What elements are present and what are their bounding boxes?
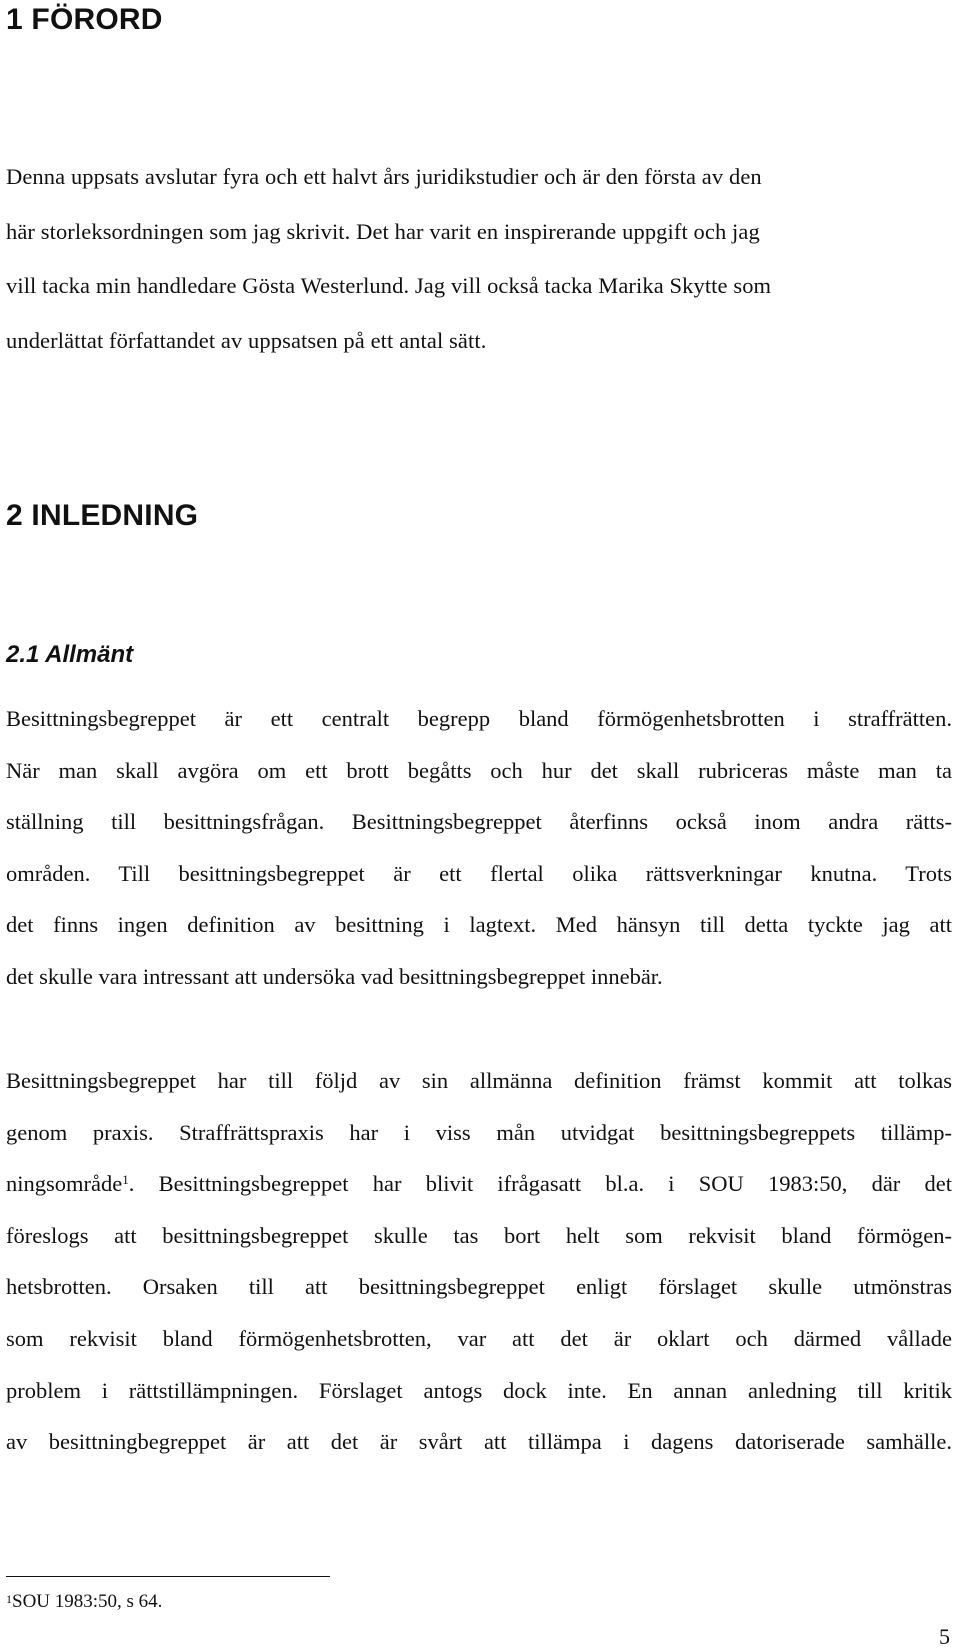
text-fragment: ningsområde xyxy=(6,1171,123,1197)
text-line: Besittningsbegreppet har till följd av sin allmänna definition främst kommit att tolkas xyxy=(6,1068,952,1093)
chapter-heading-inledning: 2 INLEDNING xyxy=(6,499,199,532)
text-line: ställning till besittningsfrågan. Besittningsbegreppet återfinns också inom andra rätts- xyxy=(6,809,952,835)
paragraph-allmant-1 xyxy=(6,693,952,1003)
text-line: Besittningsbegreppet är ett centralt begrepp bland förmögenhetsbrotten i straffrätten. xyxy=(6,706,952,731)
footnote-separator xyxy=(6,1576,330,1577)
text-line: som rekvisit bland förmögenhetsbrotten, var att det är oklart och därmed vållade xyxy=(6,1325,952,1351)
paragraph-allmant-2 xyxy=(6,1055,952,1468)
text-line: Denna uppsats avslutar fyra och ett halvt års juridikstudier och är den första av den xyxy=(6,164,762,189)
text-line: vill tacka min handledare Gösta Westerlund. Jag vill också tacka Marika Skytte som xyxy=(6,273,772,298)
chapter-heading-forord: 1 FÖRORD xyxy=(6,3,163,36)
footnote-reference[interactable]: 1 xyxy=(122,1172,129,1188)
text-line: det skulle vara intressant att undersöka vad besittningsbegreppet innebär. xyxy=(6,963,663,989)
text-line: föreslogs att besittningsbegreppet skulle tas bort helt som rekvisit bland förmögen- xyxy=(6,1222,952,1248)
text-line: av besittningbegreppet är att det är svårt att tillämpa i dagens datoriserade samhälle. xyxy=(6,1429,952,1455)
footnote xyxy=(6,1590,162,1614)
text-line: problem i rättstillämpningen. Förslaget antogs dock inte. En annan anledning till kritik xyxy=(6,1377,952,1403)
text-line: underlättat författandet av uppsatsen på ett antal sätt. xyxy=(6,327,487,353)
text-line-with-footnote-ref xyxy=(6,1158,952,1210)
text-line: När man skall avgöra om ett brott begåtts och hur det skall rubriceras måste man ta xyxy=(6,757,952,783)
text-line: områden. Till besittningsbegreppet är ett flertal olika rättsverkningar knutna. Trots xyxy=(6,860,952,886)
text-fragment: . Besittningsbegreppet har blivit ifrågasatt bl.a. i SOU 1983:50, där det xyxy=(128,1171,952,1197)
text-line: här storleksordningen som jag skrivit. Det har varit en inspirerande uppgift och jag xyxy=(6,218,760,244)
text-line: hetsbrotten. Orsaken till att besittningsbegreppet enligt förslaget skulle utmönstras xyxy=(6,1274,952,1300)
section-heading-allmant: 2.1 Allmänt xyxy=(6,641,134,668)
footnote-text: SOU 1983:50, s 64. xyxy=(12,1591,163,1612)
paragraph-forord xyxy=(6,150,952,368)
page-number: 5 xyxy=(939,1624,950,1649)
text-line: det finns ingen definition av besittning i lagtext. Med hänsyn till detta tyckte jag att xyxy=(6,912,952,938)
footnote-number: 1 xyxy=(6,1592,12,1606)
text-line: genom praxis. Straffrättspraxis har i viss mån utvidgat besittningsbegreppets tillämp- xyxy=(6,1119,952,1145)
